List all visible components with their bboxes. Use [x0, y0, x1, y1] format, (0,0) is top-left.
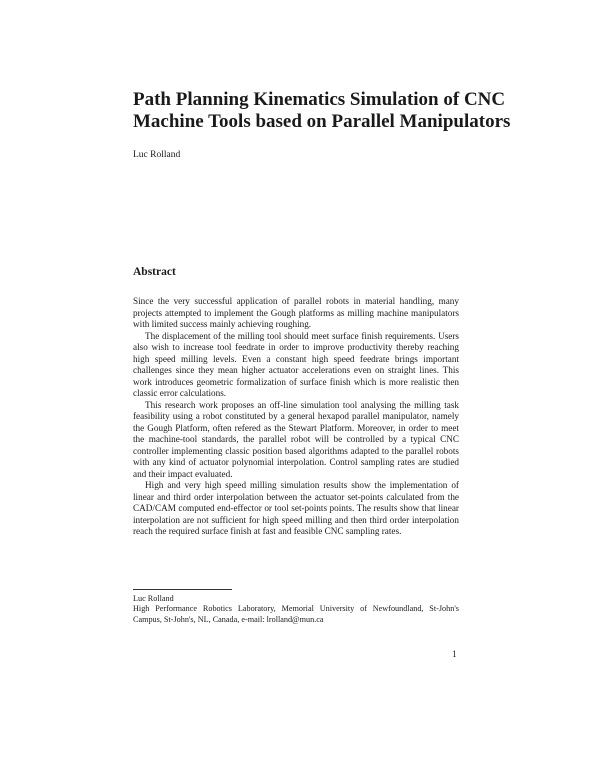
title-line-1: Path Planning Kinematics Simulation of CNC: [133, 89, 506, 110]
page-number: 1: [452, 649, 457, 659]
abstract-paragraph-3: This research work proposes an off-line simulation tool analysing the milling task feasibility using a robot constituted by a general hexapod parallel manipulator, namely the Gough Platform, often refered as the Stewart Platform. Moreover, in order to meet the machine-tool standards, the parallel robot will be controlled by a typical CNC controller implementing classic position based algorithms adapted to the parallel robots with any kind of actuator polynomial interpolation. Control sampling rates are studied and their impact evaluated.: [133, 399, 459, 479]
abstract-paragraph-1: Since the very successful application of parallel robots in material handling, many projects attempted to implement the Gough platforms as milling machine manipulators with limited success mainly achieving roughing.: [133, 296, 459, 329]
footnote-author-name: Luc Rolland: [133, 594, 174, 603]
abstract-heading: Abstract: [133, 266, 176, 278]
author-name: Luc Rolland: [133, 150, 181, 160]
title-line-2: Machine Tools based on Parallel Manipulators: [133, 111, 511, 132]
abstract-paragraph-4: High and very high speed milling simulation results show the implementation of linear and third order interpolation between the actuator set-points calculated from the CAD/CAM computed end-effector or tool set-points points. The results show that linear interpolation are not sufficient for high speed milling and then third order interpolation reach the required surface finish at fast and feasible CNC sampling rates.: [133, 480, 459, 536]
author-footnote: [133, 594, 459, 625]
paper-title: [133, 89, 513, 133]
footnote-divider: [133, 589, 232, 590]
abstract-paragraph-2: The displacement of the milling tool should meet surface finish requirements. Users also wish to increase tool feedrate in order to improve productivity thereby reaching high speed milling levels. Even a constant high speed feedrate brings important challenges since they mean higher actuator accelerations even on straight lines. This work introduces geometric formalization of surface finish which is more realistic then classic error calculations.: [133, 330, 459, 398]
footnote-affiliation: High Performance Robotics Laboratory, Memorial University of Newfoundland, St-John's Campus, St-John's, NL, Canada, e-mail: lrolland@mun.ca: [133, 604, 459, 624]
abstract-body: [133, 296, 459, 538]
